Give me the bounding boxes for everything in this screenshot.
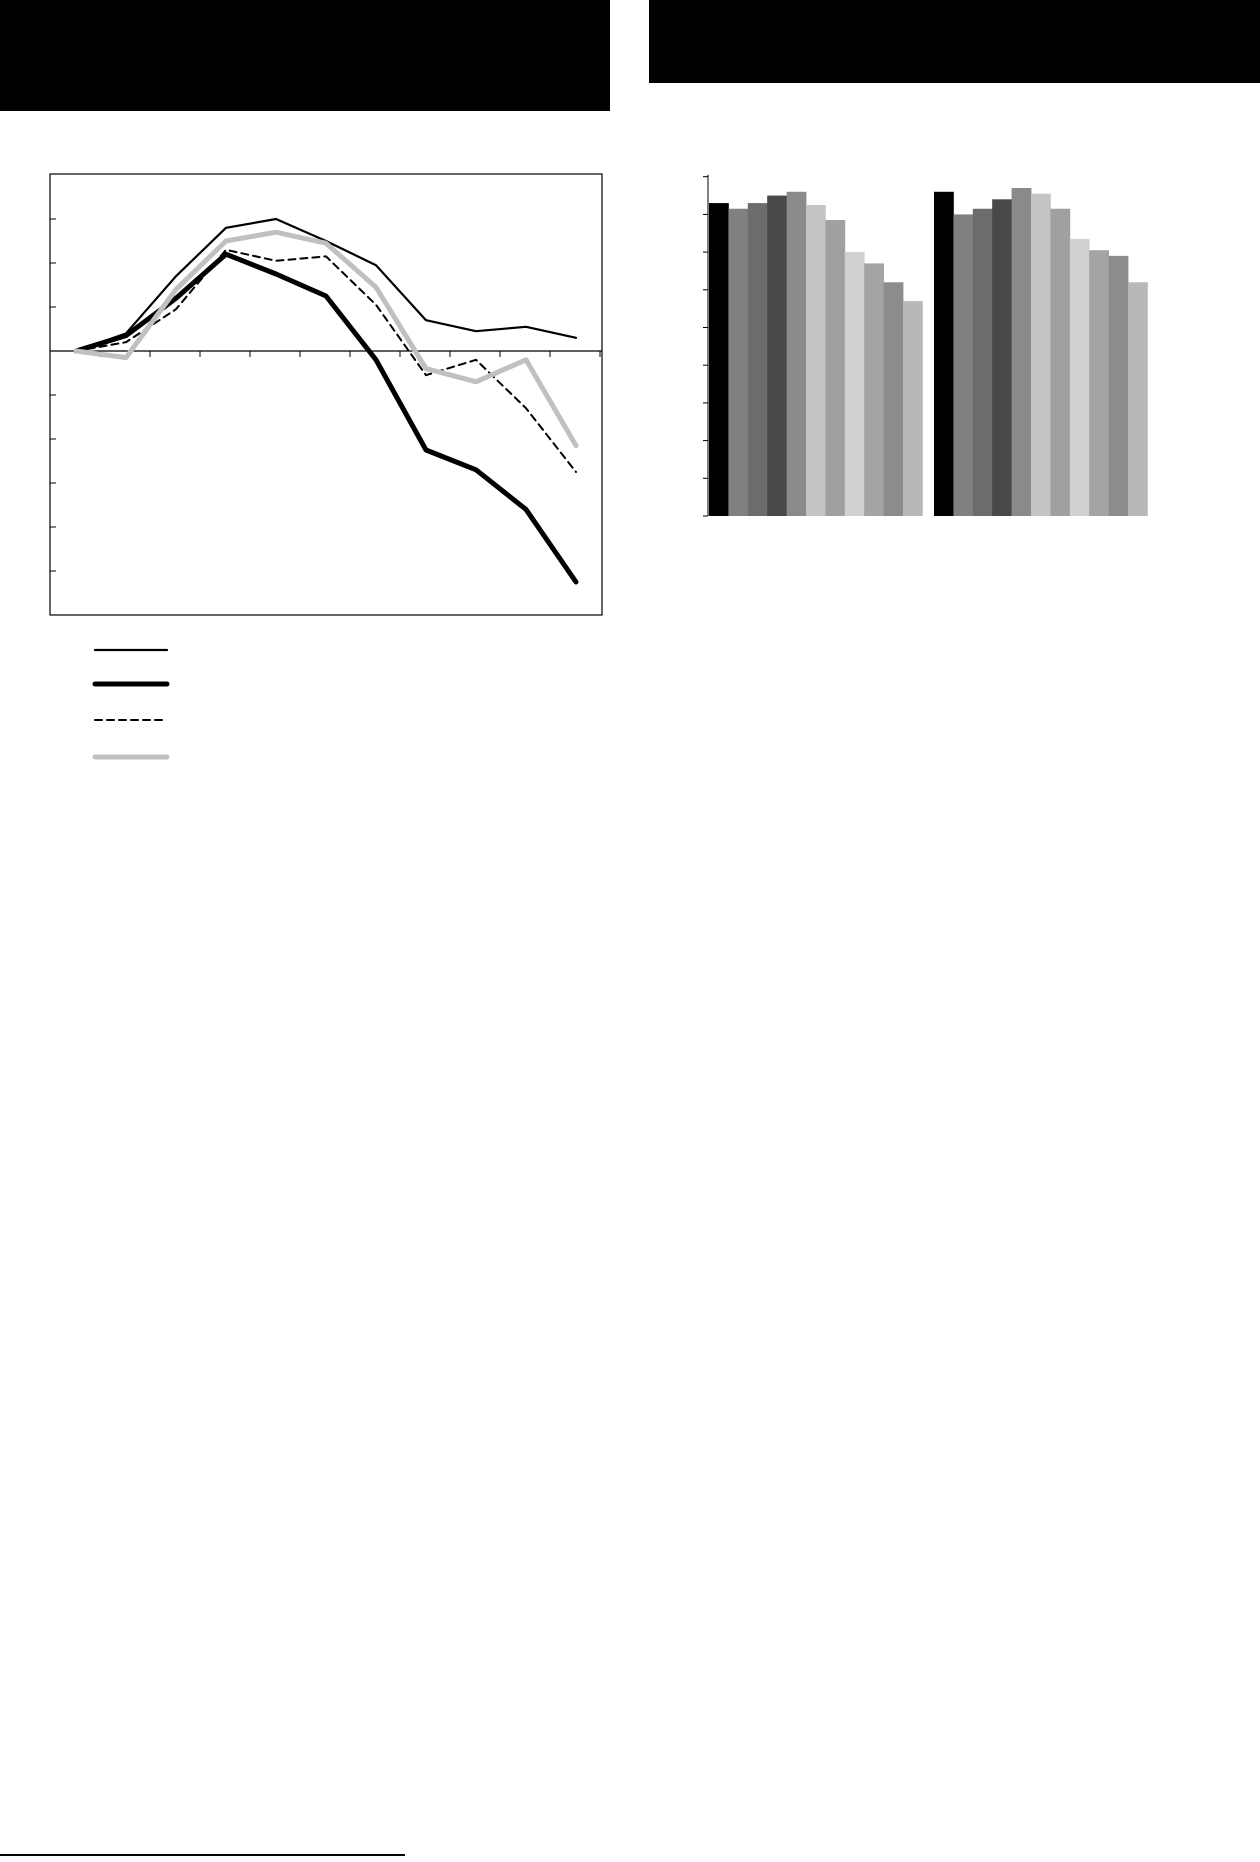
bar-g1-5 (787, 192, 807, 516)
series-line-3 (76, 250, 576, 472)
bar-g2-7 (1050, 209, 1070, 516)
bar-g2-5 (1012, 188, 1032, 516)
series-line-1 (76, 219, 576, 351)
bar-g1-2 (728, 209, 748, 516)
footnote-rule (0, 1854, 405, 1856)
bar-g1-9 (864, 263, 884, 516)
bar-g1-6 (806, 205, 826, 516)
bar-g2-3 (973, 209, 993, 516)
bar-g1-10 (884, 282, 904, 516)
line-chart-legend (95, 650, 167, 757)
bar-g2-2 (953, 214, 973, 516)
bar-g2-11 (1128, 282, 1148, 516)
bar-g1-7 (825, 220, 845, 516)
bar-g1-8 (845, 252, 865, 516)
bar-g1-4 (767, 196, 787, 516)
bar-g1-11 (903, 301, 923, 516)
bar-g2-1 (934, 192, 954, 516)
bar-g2-6 (1031, 194, 1051, 516)
bar-chart (703, 175, 1148, 516)
bar-g1-1 (709, 203, 729, 516)
series-line-4 (76, 232, 576, 445)
line-chart (50, 174, 602, 615)
bar-g2-8 (1070, 239, 1090, 516)
bar-g2-10 (1109, 256, 1129, 516)
bar-g2-4 (992, 199, 1012, 516)
bar-g1-3 (748, 203, 768, 516)
bar-g2-9 (1089, 250, 1109, 516)
